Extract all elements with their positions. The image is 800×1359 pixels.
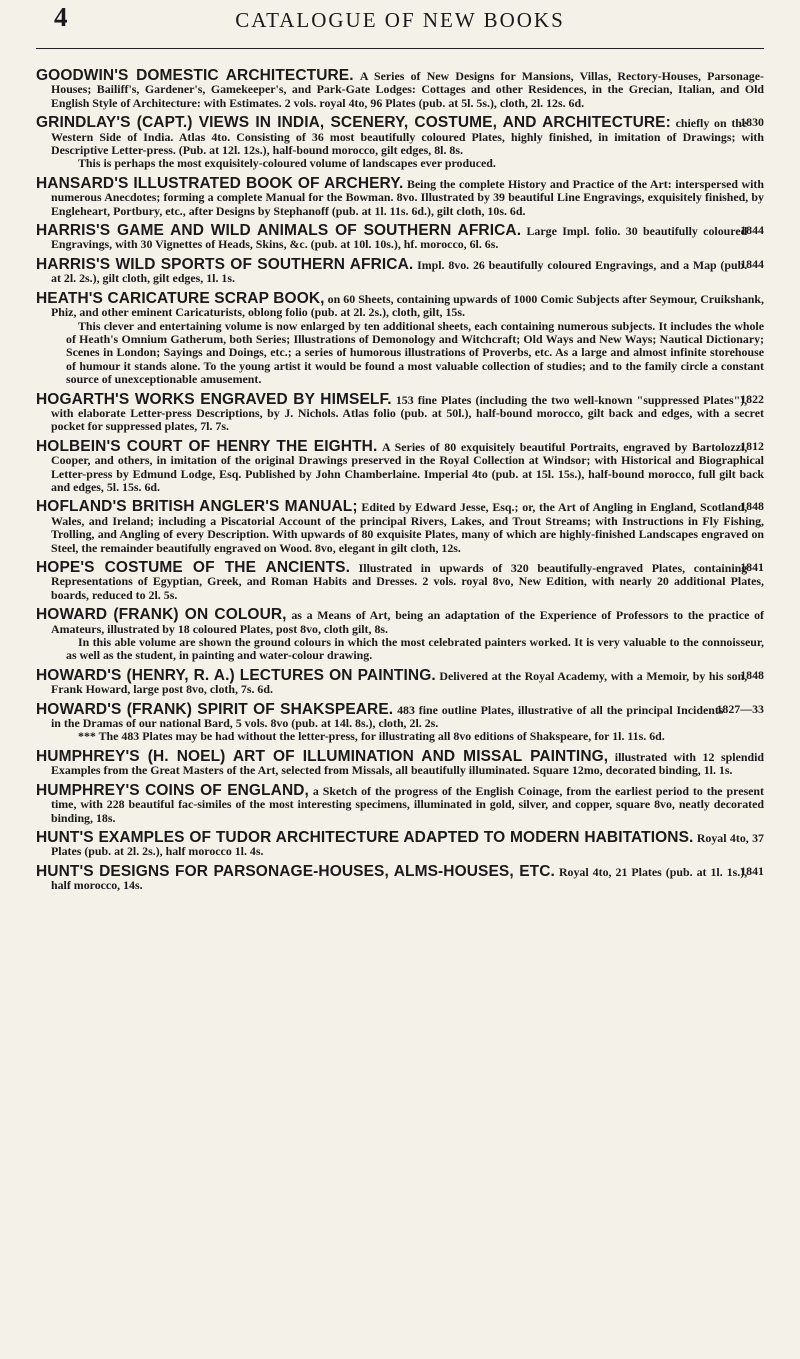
catalogue-entry: [36, 116, 764, 171]
entry-title: GRINDLAY'S (CAPT.) VIEWS IN INDIA, SCENERY, COSTUME, AND ARCHITECTURE:: [36, 114, 671, 132]
entry-title: HOWARD'S (FRANK) SPIRIT OF SHAKSPEARE.: [36, 700, 394, 718]
entry-year: 1841: [740, 863, 764, 878]
entry-description: Illustrated in upwards of 320 beautifully-engraved Plates, containing Representations of Egyptian, Greek, and Roman Habits and Dresses. 2 vols. royal 8vo, New Edition, with nearly 20 additional Plates, boards, reduced to 2l. 5s.: [51, 561, 764, 602]
catalogue-entry: [36, 666, 764, 697]
entry-title: HANSARD'S ILLUSTRATED BOOK OF ARCHERY.: [36, 174, 404, 192]
entry-title: HUNT'S DESIGNS FOR PARSONAGE-HOUSES, ALMS-HOUSES, ETC.: [36, 862, 555, 880]
catalogue-entry: [36, 781, 764, 825]
entry-description: Large Impl. folio. 30 beautifully coloured Engravings, with 30 Vignettes of Heads, Skins, &c. (pub. at 10l. 10s.), hf. morocco, 6l. 6s.: [51, 224, 748, 252]
entry-note: This clever and entertaining volume is now enlarged by ten additional sheets, each containing numerous subjects. It includes the whole of Heath's Omnium Gatherum, both Series; Illustrations of Demonology and Witchcraft; Old Ways and New Ways; Nautical Dictionary; Scenes in London; Sayings and Doings, etc.; a series of humorous illustrations of Proverbs, etc. As a large and almost infinite storehouse of humour it stands alone. To the young artist it would be found a most valuable collection of studies; and to the family circle a constant source of unexceptionable amusement.: [66, 318, 764, 387]
entry-description: A Series of 80 exquisitely beautiful Portraits, engraved by Bartolozzi, Cooper, and others, in imitation of the original Drawings preserved in the Royal Collection at Windsor; with Historical and Biographical Letter-press by Edmund Lodge, Esq. Published by John Chamberlaine. Imperial 4to (pub. at 15l. 15s.), half-bound morocco, full gilt back and edges, 5l. 15s. 6d.: [51, 439, 764, 494]
catalogue-entry: [36, 747, 764, 778]
page-number: 4: [54, 2, 68, 32]
catalogue-entry: [36, 561, 764, 602]
catalogue-entry: [36, 289, 764, 387]
catalogue-entry: [36, 700, 764, 744]
entry-title: HOGARTH'S WORKS ENGRAVED BY HIMSELF.: [36, 390, 392, 408]
entry-year: 1848: [740, 667, 764, 682]
entry-title: HOWARD'S (HENRY, R. A.) LECTURES ON PAINTING.: [36, 666, 436, 684]
entry-description: a Sketch of the progress of the English Coinage, from the earliest period to the present time, with 228 beautiful fac-similes of the most interesting specimens, illuminated in gold, silver, and copper, square 8vo, neatly decorated binding, 18s.: [51, 783, 764, 825]
entry-title: HARRIS'S GAME AND WILD ANIMALS OF SOUTHERN AFRICA.: [36, 222, 522, 240]
entry-description: Royal 4to, 37 Plates (pub. at 2l. 2s.), half morocco 1l. 4s.: [51, 830, 764, 859]
entry-title: HOWARD (FRANK) ON COLOUR,: [36, 606, 287, 624]
entry-description: Being the complete History and Practice of the Art: interspersed with numerous Anecdotes; forming a complete Manual for the Bowman. 8vo. Illustrated by 39 beautiful Line Engravings, exquisitely finished, by Englehеart, Portbury, etc., after Designs by Stephanoff (pub. at 1l. 11s. 6d.), gilt cloth, 10s. 6d.: [51, 176, 764, 218]
catalogue-entry: [36, 224, 764, 252]
entry-description: as a Means of Art, being an adaptation of the Experience of Professors to the practice of Amateurs, illustrated by 18 coloured Plates, post 8vo, cloth gilt, 8s.: [51, 608, 764, 636]
entry-title: HOPE'S COSTUME OF THE ANCIENTS.: [36, 559, 350, 576]
catalogue-entry: [36, 608, 764, 663]
entry-description: Impl. 8vo. 26 beautifully coloured Engravings, and a Map (pub. at 2l. 2s.), gilt cloth, gilt edges, 1l. 1s.: [51, 257, 748, 286]
entry-year: 1844: [740, 223, 764, 238]
entry-year: 1812: [740, 438, 764, 453]
entry-description: 483 fine outline Plates, illustrative of all the principal Incidents in the Dramas of our national Bard, 5 vols. 8vo (pub. at 14l. 8s.), cloth, 2l. 2s.: [51, 702, 724, 731]
catalogue-entry: [36, 500, 764, 555]
entry-title: HARRIS'S WILD SPORTS OF SOUTHERN AFRICA.: [36, 255, 414, 273]
entry-title: HEATH'S CARICATURE SCRAP BOOK,: [36, 289, 325, 307]
entry-description: A Series of New Designs for Mansions, Villas, Rectory-Houses, Parsonage-Houses; Bailiff's, Gardener's, Gamekeeper's, and Park-Gate Lodges: Cottages and other Residences, in the Grecian, Italian, and Old English Style of Architecture: with Estimates. 2 vols. royal 4to, 96 Plates (pub. at 5l. 5s.), cloth, 2l. 12s. 6d.: [51, 69, 764, 110]
catalogue-entry: [36, 255, 764, 286]
entry-year: 1830: [740, 115, 764, 130]
catalogue-entry: [36, 828, 764, 859]
catalogue-entry: [36, 174, 764, 218]
entry-description: on 60 Sheets, containing upwards of 1000 Comic Subjects after Seymour, Cruikshank, Phiz, and other eminent Caricaturists, oblong folio (pub. at 2l. 2s.), cloth, gilt, 15s.: [51, 291, 764, 320]
entry-year: 1822: [740, 391, 764, 406]
page-header: [36, 0, 764, 49]
entry-description: Edited by Edward Jesse, Esq.; or, the Art of Angling in England, Scotland, Wales, and Ireland; including a Piscatorial Account of the principal Rivers, Lakes, and Trout Streams; with Instructions in Fly Fishing, Trolling, and Angling of every Description. With upwards of 80 exquisite Plates, many of which are highly-finished Landscapes engraved on Steel, the remainder beautifully engraved on Wood. 8vo, elegant in gilt cloth, 12s.: [51, 500, 764, 555]
catalogue-entry: [36, 390, 764, 434]
entry-year: 1844: [740, 256, 764, 271]
catalogue-entry: [36, 437, 764, 495]
entry-title: HOLBEIN'S COURT OF HENRY THE EIGHTH.: [36, 437, 378, 455]
entry-year: 1827—33: [716, 701, 764, 716]
entry-title: HUMPHREY'S COINS OF ENGLAND,: [36, 781, 309, 799]
entry-description: Royal 4to, 21 Plates (pub. at 1l. 1s.), half morocco, 14s.: [51, 864, 748, 893]
entry-year: 1848: [740, 499, 764, 514]
entry-title: HUNT'S EXAMPLES OF TUDOR ARCHITECTURE ADAPTED TO MODERN HABITATIONS.: [36, 828, 694, 846]
entry-title: HUMPHREY'S (H. NOEL) ART OF ILLUMINATION AND MISSAL PAINTING,: [36, 747, 609, 765]
entry-description: chiefly on the Western Side of India. Atlas 4to. Consisting of 36 most beautifully coloured Plates, highly finished, in imitation of Drawings; with Descriptive Letter-press. (Pub. at 12l. 12s.), half-bound morocco, gilt edges, 8l. 8s.: [51, 116, 764, 158]
entry-note: This is perhaps the most exquisitely-coloured volume of landscapes ever produced.: [78, 156, 496, 171]
entry-description: illustrated with 12 splendid Examples from the Great Masters of the Art, selected from Missals, all beautifully illuminated. Square 12mo, decorated binding, 1l. 1s.: [51, 749, 764, 778]
entry-year: 1841: [740, 560, 764, 574]
entry-title: GOODWIN'S DOMESTIC ARCHITECTURE.: [36, 67, 354, 84]
entry-note: In this able volume are shown the ground colours in which the most celebrated painters worked. It is very valuable to the connoisseur, as well as the student, in painting and water-colour drawing.: [66, 635, 764, 663]
catalogue-entry: [36, 69, 764, 110]
catalogue-entry: [36, 862, 764, 893]
entry-description: 153 fine Plates (including the two well-known "suppressed Plates"), with elaborate Letter-press Descriptions, by J. Nichols. Atlas folio (pub. at 50l.), half-bound morocco, gilt back and edges, with a secret pocket for suppressed plates, 7l. 7s.: [51, 392, 764, 434]
catalogue-entries: [36, 69, 764, 893]
entry-title: HOFLAND'S BRITISH ANGLER'S MANUAL;: [36, 498, 358, 516]
entry-note: *** The 483 Plates may be had without the letter-press, for illustrating all 8vo editions of Shakspeare, for 1l. 11s. 6d.: [78, 729, 665, 744]
entry-description: Delivered at the Royal Academy, with a Memoir, by his son, Frank Howard, large post 8vo, cloth, 7s. 6d.: [51, 668, 748, 697]
running-head: CATALOGUE OF NEW BOOKS: [235, 8, 565, 32]
